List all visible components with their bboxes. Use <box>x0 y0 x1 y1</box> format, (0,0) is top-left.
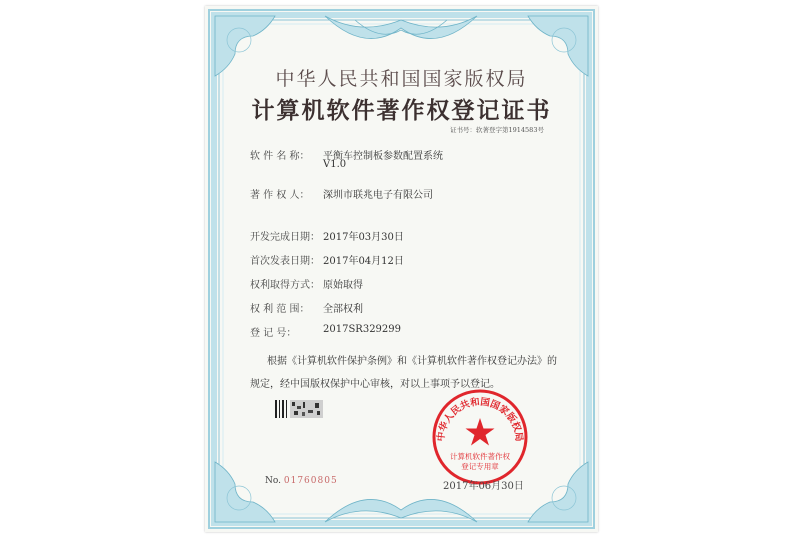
software-version-value: V1.0 <box>323 159 347 170</box>
issuer-title: 中华人民共和国国家版权局 <box>275 68 528 90</box>
certificate-title: 计算机软件著作权登记证书 <box>251 97 552 124</box>
acquisition-method-label: 权利取得方式： <box>250 280 320 291</box>
serial-number-label: No. <box>265 476 281 486</box>
official-seal <box>430 387 530 487</box>
copyright-owner-label: 著 作 权 人： <box>250 190 310 201</box>
copyright-owner-value: 深圳市联兆电子有限公司 <box>323 190 433 201</box>
certificate <box>205 6 598 532</box>
completion-date-label: 开发完成日期： <box>250 232 320 243</box>
rights-scope-value: 全部权利 <box>323 304 363 315</box>
registration-number-label: 登 记 号： <box>250 328 297 339</box>
acquisition-method-value: 原始取得 <box>323 280 363 291</box>
legal-basis-text: 根据《计算机软件保护条例》和《计算机软件著作权登记办法》的 <box>267 356 557 367</box>
registration-number-value: 2017SR329299 <box>323 324 402 335</box>
certificate-number-value: 软著登字第1914583号 <box>476 126 544 134</box>
approval-text: 规定，经中国版权保护中心审核，对以上事项予以登记。 <box>250 379 500 390</box>
publication-date-value: 2017年04月12日 <box>323 256 404 267</box>
certificate-number-label: 证书号： <box>450 126 476 134</box>
issue-date: 2017年06月30日 <box>443 481 524 492</box>
completion-date-value: 2017年03月30日 <box>323 232 404 243</box>
seal-line-1: 计算机软件著作权 <box>450 452 510 461</box>
serial-number-value: 01760805 <box>283 476 338 486</box>
publication-date-label: 首次发表日期： <box>250 256 320 267</box>
software-name-value: 平衡车控制板参数配置系统 <box>323 151 443 162</box>
rights-scope-label: 权 利 范 围： <box>250 304 310 315</box>
software-name-label: 软 件 名 称： <box>250 151 310 162</box>
barcode <box>275 400 325 418</box>
seal-line-2: 登记专用章 <box>461 462 499 471</box>
seal-arc-text: 中华人民共和国国家版权局 <box>435 396 525 442</box>
serial-number <box>265 476 338 486</box>
seal-star-icon <box>466 418 495 446</box>
certificate-number <box>450 125 544 134</box>
